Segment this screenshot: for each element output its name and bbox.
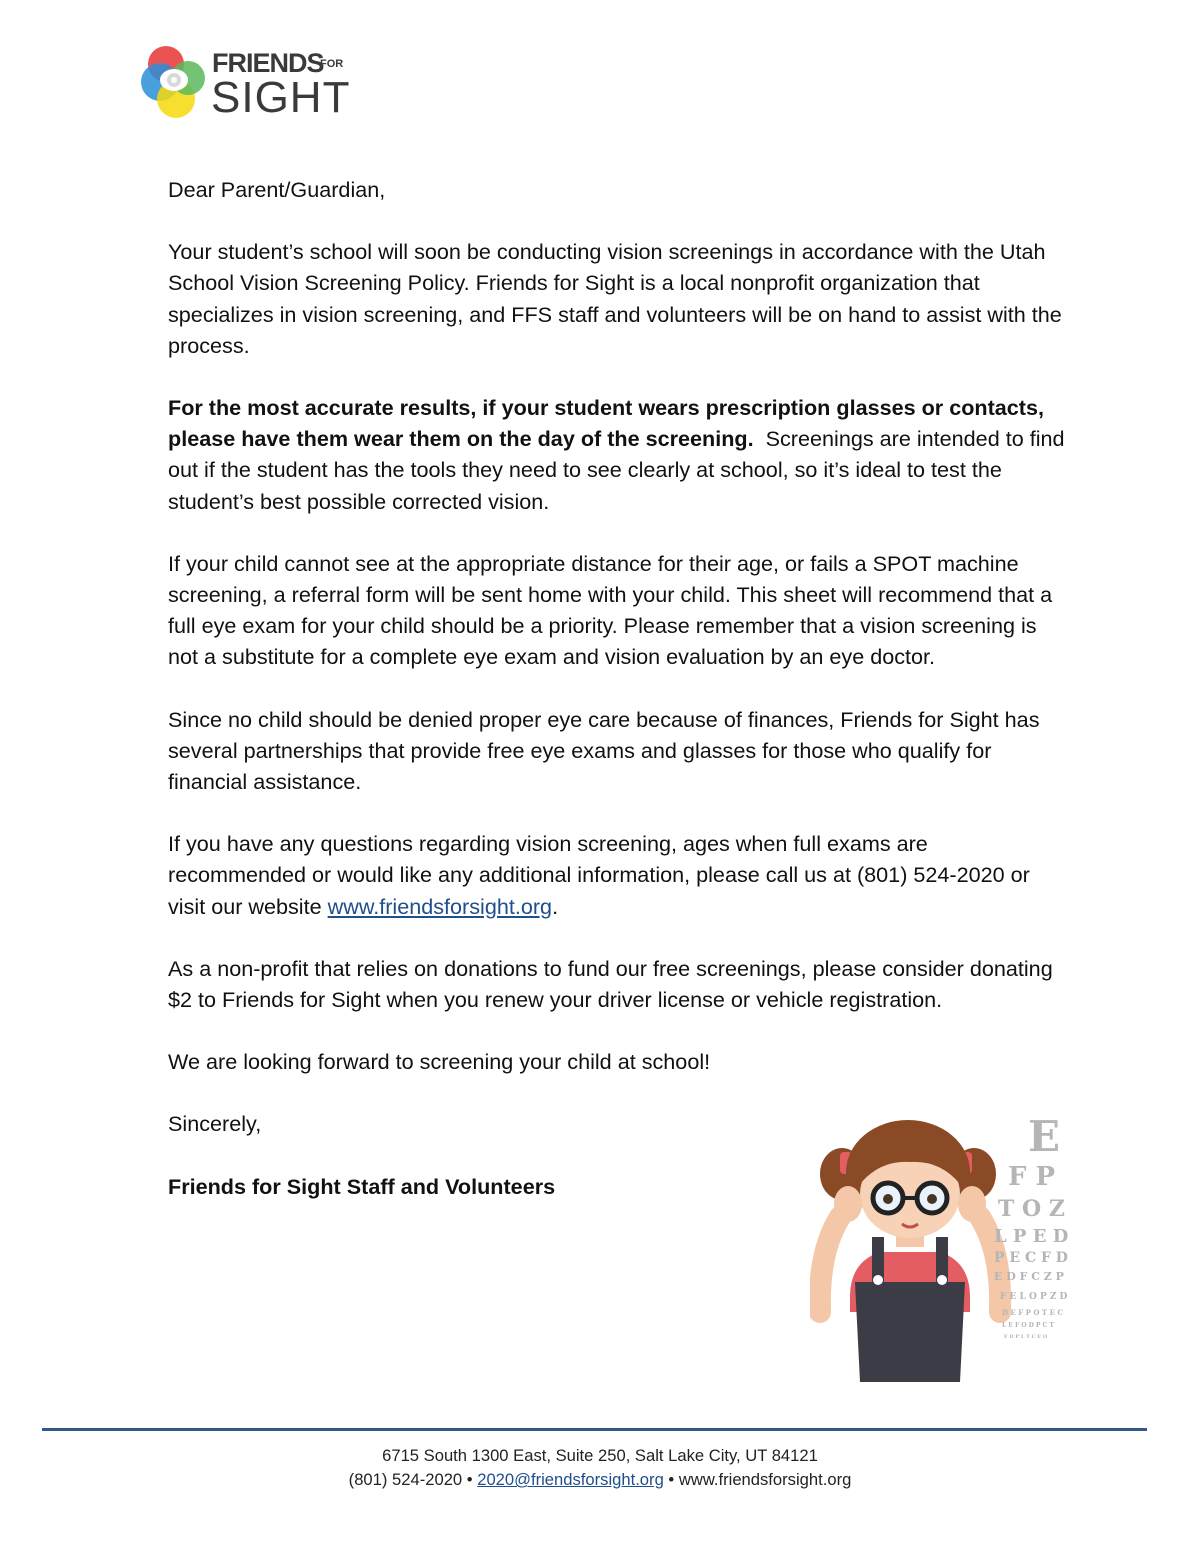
paragraph-financial: Since no child should be denied proper eye care because of finances, Friends for Sight has several partnerships that provide free eye exams and glasses for those who qualify for financial assistance. xyxy=(168,706,1040,795)
paragraph-contact xyxy=(168,828,1068,922)
logo-text-friends: FRIENDS xyxy=(212,48,324,78)
friends-for-sight-logo xyxy=(140,42,355,122)
eye-chart-row: F P xyxy=(1008,1162,1056,1192)
contact-period: . xyxy=(552,893,559,919)
salutation: Dear Parent/Guardian, xyxy=(168,177,386,202)
eye-chart-row: F D P L T C E O xyxy=(1004,1334,1048,1340)
footer-bullet: • xyxy=(466,1470,473,1489)
logo-text-sight: SIGHT xyxy=(211,73,351,122)
eye-chart-row: E xyxy=(1028,1112,1061,1161)
paragraph-forward: We are looking forward to screening your child at school! xyxy=(168,1049,711,1075)
eye-chart-row: P E C F D xyxy=(994,1250,1068,1266)
footer-bullet: • xyxy=(668,1470,675,1489)
footer-divider xyxy=(42,1428,1147,1431)
contact-text: If you have any questions regarding vision screening, ages when full exams are recommended or would like any additional information, please call us at (801) 524-2020 or visit our website xyxy=(168,831,1030,919)
glasses-rationale: Screenings are intended to find out if the student has the tools they need to see clearly at school, so it’s ideal to test the student’s best possible corrected vision. xyxy=(168,426,1065,514)
closing: Sincerely, xyxy=(168,1111,262,1137)
eye-chart-row: T O Z xyxy=(998,1196,1065,1222)
eye-chart-row: D E F P O T E C xyxy=(1002,1308,1063,1317)
paragraph-intro: Your student’s school will soon be conducting vision screenings in accordance with the Utah School Vision Screening Policy. Friends for Sight is a local nonprofit organization that specializes in vision screening, and FFS staff and volunteers will be on hand to assist with the process. xyxy=(168,239,1062,358)
footer-contact-line xyxy=(0,1468,1200,1492)
website-link[interactable]: www.friendsforsight.org xyxy=(327,893,553,919)
letter-body xyxy=(168,174,1068,1233)
eye-chart-row: E D F C Z P xyxy=(994,1270,1064,1283)
eye-chart-row: F E L O P Z D xyxy=(1000,1292,1068,1302)
footer-email-link[interactable]: 2020@friendsforsight.org xyxy=(477,1470,664,1489)
footer-website: www.friendsforsight.org xyxy=(678,1470,852,1489)
paragraph-donation: As a non-profit that relies on donations to fund our free screenings, please consider donating $2 to Friends for Sight when you renew your driver license or vehicle registration. xyxy=(168,955,1053,1013)
eye-chart-row: L E F O D P C T xyxy=(1002,1322,1054,1329)
logo-text-for: FOR xyxy=(320,58,344,70)
paragraph-referral: If your child cannot see at the appropriate distance for their age, or fails a SPOT machine screening, a referral form will be sent home with your child. This sheet will recommend that a full eye exam for your child should be a priority. Please remember that a vision screening is not a substitute for a complete eye exam and vision evaluation by an eye doctor. xyxy=(168,550,1053,670)
logo-eye-icon xyxy=(140,42,212,122)
footer-phone: (801) 524-2020 xyxy=(348,1470,463,1489)
footer-address: 6715 South 1300 East, Suite 250, Salt Lake City, UT 84121 xyxy=(382,1446,818,1465)
glasses-instruction: For the most accurate results, if your student wears prescription glasses or contacts, please have them wear them on the day of the screening. xyxy=(168,395,1045,452)
eye-chart xyxy=(990,1112,1110,1362)
paragraph-glasses xyxy=(168,392,1068,517)
eye-chart-row: L P E D xyxy=(994,1226,1069,1247)
signature: Friends for Sight Staff and Volunteers xyxy=(168,1173,556,1199)
